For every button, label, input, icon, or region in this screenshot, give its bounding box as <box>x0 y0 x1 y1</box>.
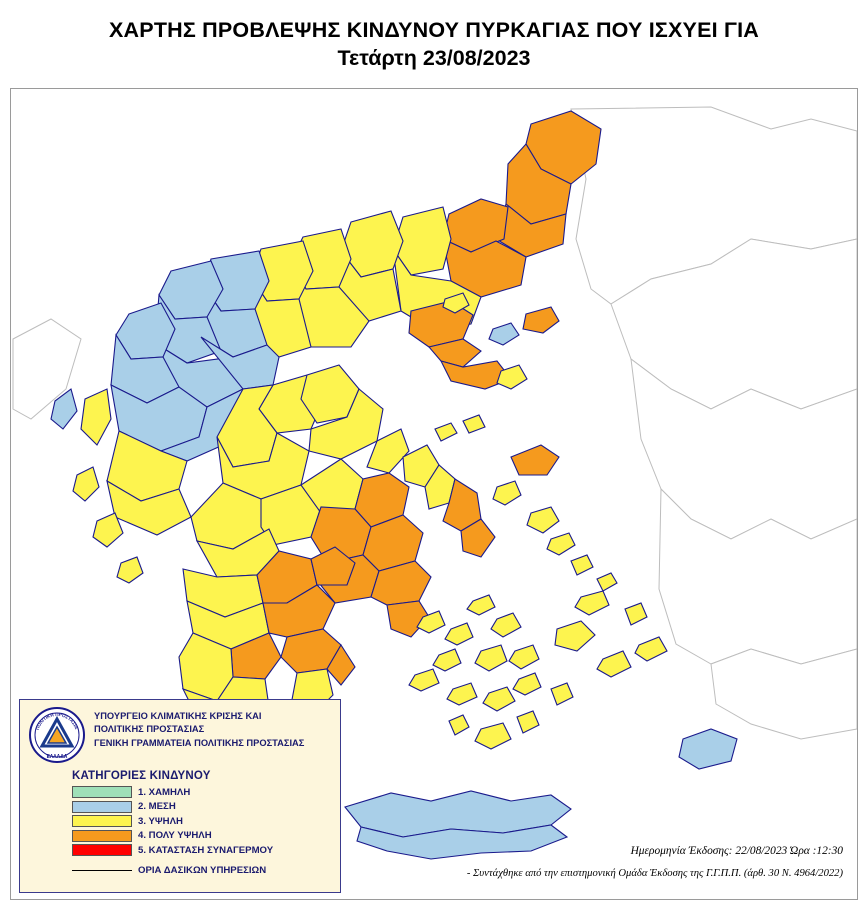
legend-swatch-alarm <box>72 844 132 856</box>
title-line-1: ΧΑΡΤΗΣ ΠΡΟΒΛΕΨΗΣ ΚΙΝΔΥΝΟΥ ΠΥΡΚΑΓΙΑΣ ΠΟΥ ΙΣΧΥΕΙ ΓΙΑ <box>109 18 759 42</box>
svg-text:ΠΟΛΙΤΙΚΗ ΠΡΟΣΤΑΣΙΑ: ΠΟΛΙΤΙΚΗ ΠΡΟΣΤΑΣΙΑ <box>34 712 79 731</box>
region-crete[interactable] <box>345 791 571 859</box>
org-line-1: ΥΠΟΥΡΓΕΙΟ ΚΛΙΜΑΤΙΚΗΣ ΚΡΙΣΗΣ ΚΑΙ <box>94 711 262 721</box>
legend-label-medium: 2. ΜΕΣΗ <box>138 801 176 813</box>
author-note-text: - Συντάχθηκε από την επιστημονική Ομάδα Έκδοσης της Γ.Γ.Π.Π. (άρθ. 30 Ν. 4964/2022) <box>466 868 843 879</box>
legend-item-low <box>72 785 332 800</box>
legend-header <box>28 706 332 764</box>
svg-text:ΕΛΛΑΔΑ: ΕΛΛΑΔΑ <box>46 754 68 760</box>
legend-swatch-very-high <box>72 830 132 842</box>
issue-date-text: Ημερομηνία Έκδοσης: 22/08/2023 Ώρα :12:30 <box>630 845 843 857</box>
legend-title: ΚΑΤΗΓΟΡΙΕΣ ΚΙΝΔΥΝΟΥ <box>72 770 211 782</box>
legend-panel <box>19 699 341 893</box>
org-line-2: ΠΟΛΙΤΙΚΗΣ ΠΡΟΣΤΑΣΙΑΣ <box>94 724 205 735</box>
legend-label-boundary: ΟΡΙΑ ΔΑΣΙΚΩΝ ΥΠΗΡΕΣΙΩΝ <box>138 864 267 876</box>
legend-swatch-medium <box>72 801 132 813</box>
boundary-line-icon <box>72 870 132 871</box>
legend-item-boundary <box>72 865 332 876</box>
legend-organisation <box>94 706 304 750</box>
legend-item-very-high <box>72 829 332 844</box>
legend-item-medium <box>72 800 332 815</box>
org-line-3: ΓΕΝΙΚΗ ΓΡΑΜΜΑΤΕΙΑ ΠΟΛΙΤΙΚΗΣ ΠΡΟΣΤΑΣΙΑΣ <box>94 737 305 748</box>
legend-label-high: 3. ΥΨΗΛΗ <box>138 815 183 827</box>
legend-item-alarm <box>72 843 332 858</box>
page-title <box>0 18 868 73</box>
legend-label-alarm: 5. ΚΑΤΑΣΤΑΣΗ ΣΥΝΑΓΕΡΜΟΥ <box>138 844 274 856</box>
legend-item-high <box>72 814 332 829</box>
legend-label-low: 1. ΧΑΜΗΛΗ <box>138 786 191 798</box>
region-north-greece[interactable] <box>155 111 601 407</box>
civil-protection-logo-icon <box>28 706 86 764</box>
legend-label-very-high: 4. ΠΟΛΥ ΥΨΗΛΗ <box>138 830 212 842</box>
legend-items <box>72 785 332 858</box>
legend-swatch-low <box>72 786 132 798</box>
legend-swatch-high <box>72 815 132 827</box>
map-frame[interactable] <box>10 88 858 900</box>
title-line-2: Τετάρτη 23/08/2023 <box>337 45 531 70</box>
